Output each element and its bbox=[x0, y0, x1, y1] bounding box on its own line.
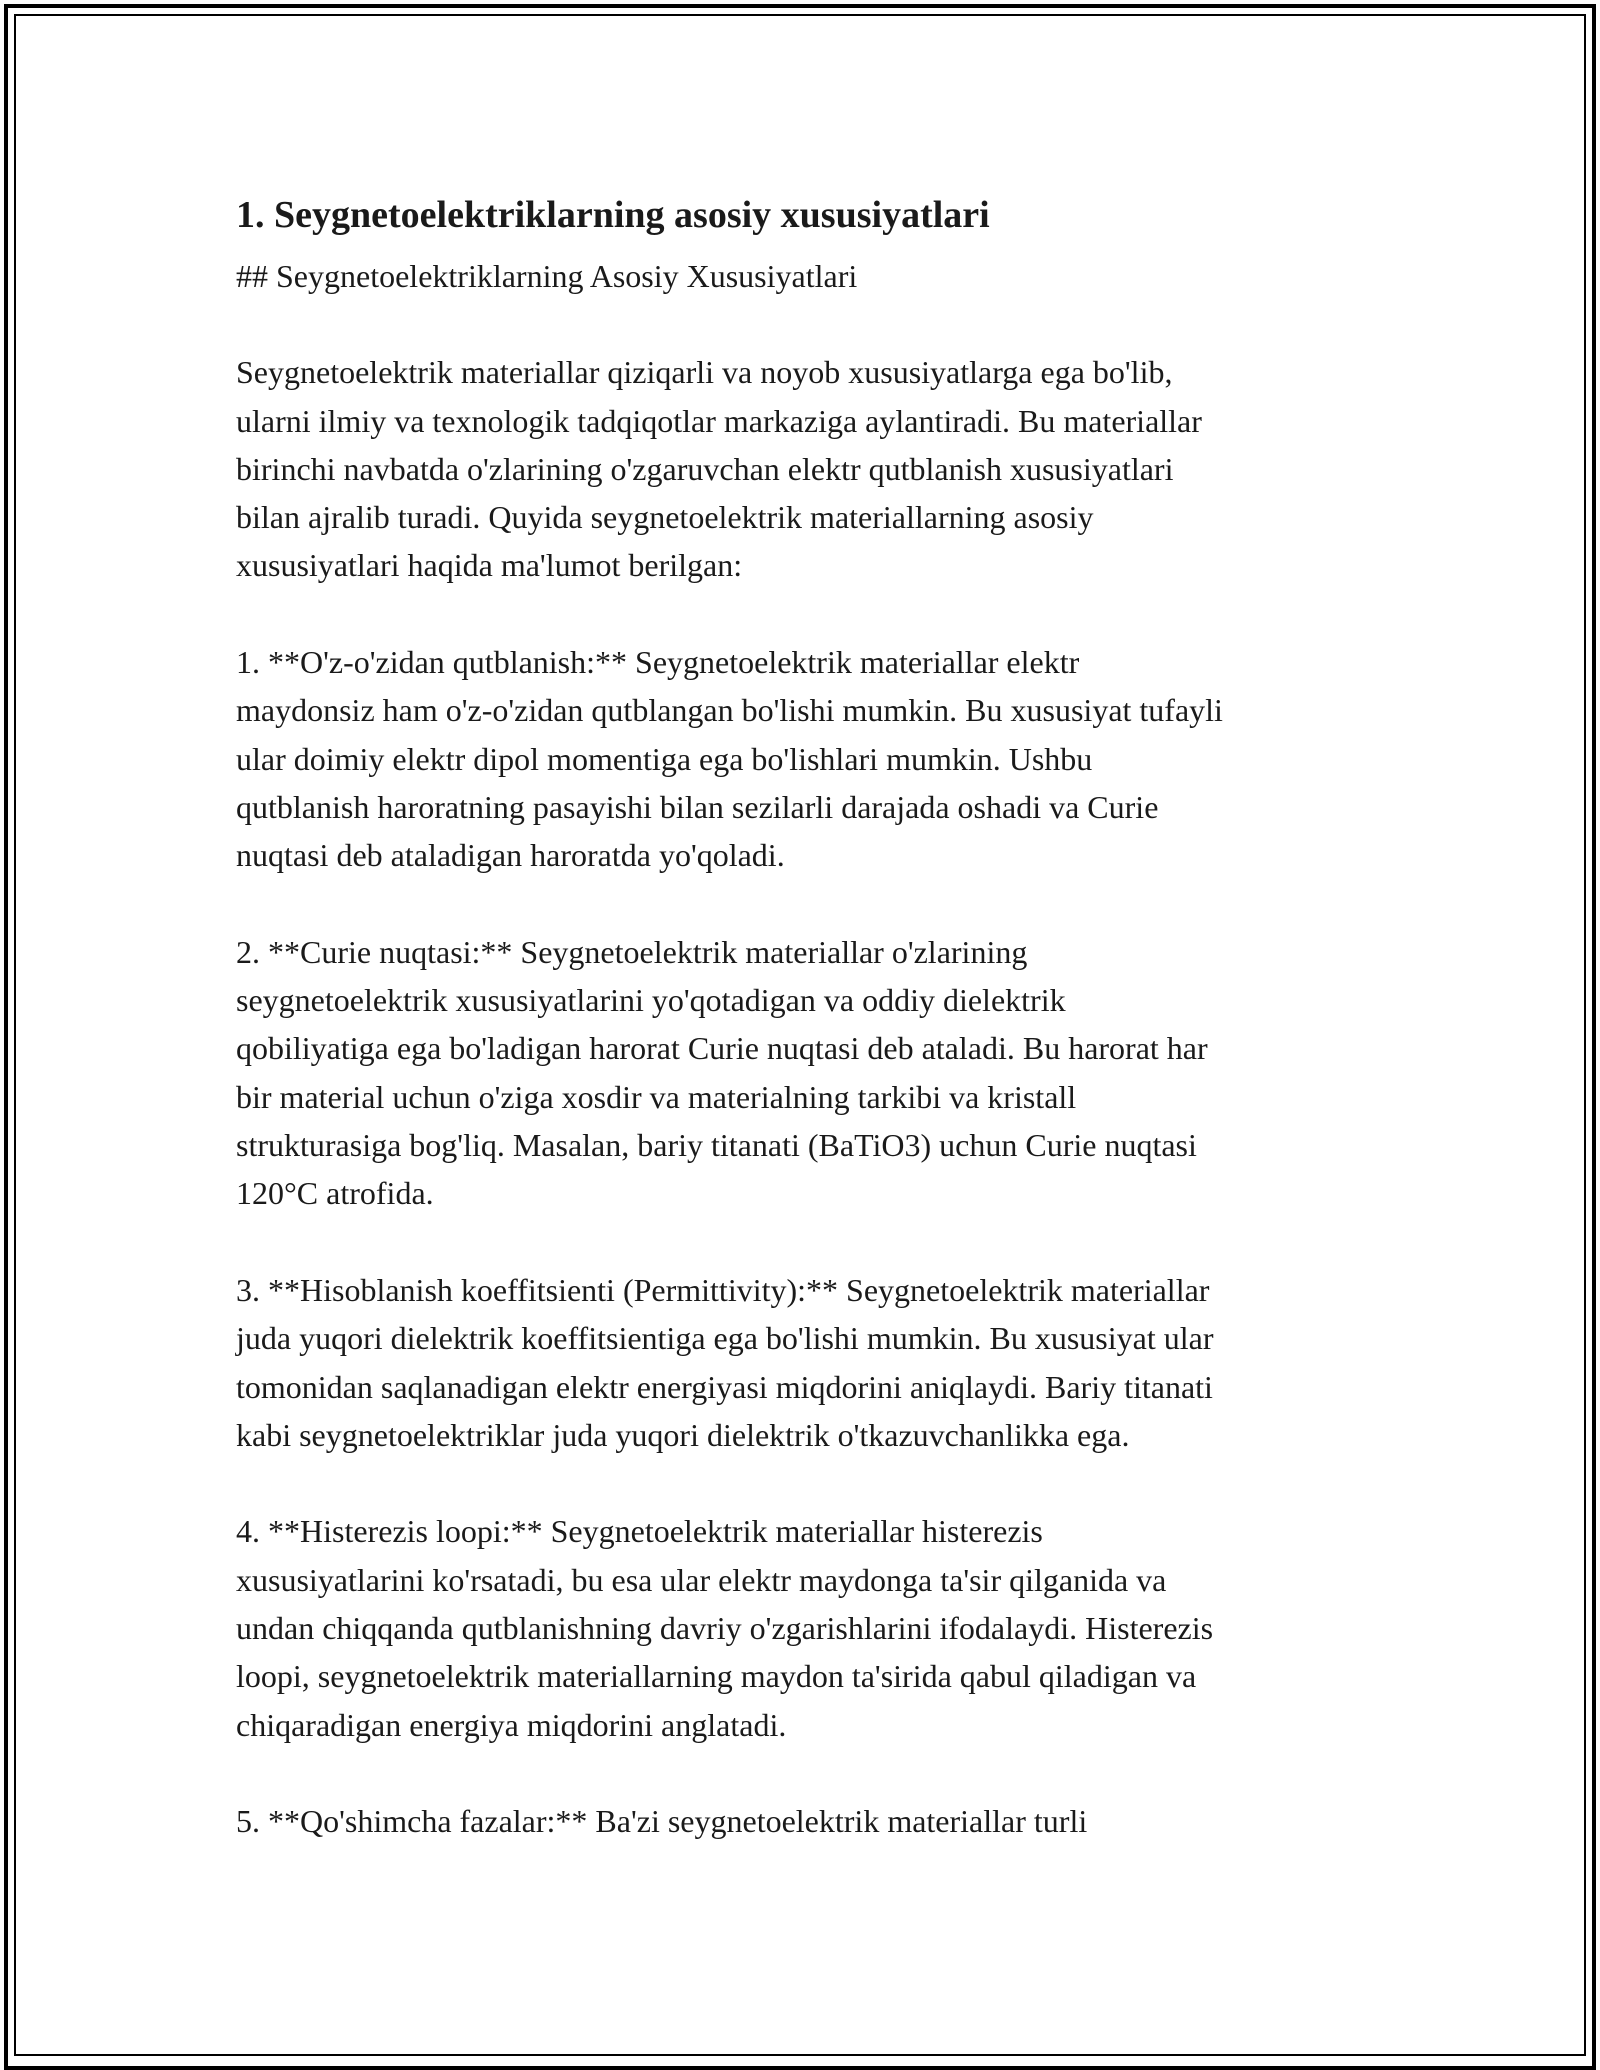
text-line: 1. **O'z-o'zidan qutblanish:** Seygnetoelektrik materiallar elektr bbox=[236, 644, 1080, 681]
intro-paragraph bbox=[236, 348, 1366, 589]
text-line: bilan ajralib turadi. Quyida seygnetoelektrik materiallarning asosiy bbox=[236, 499, 1094, 536]
list-item-permittivity bbox=[236, 1266, 1366, 1459]
text-line: birinchi navbatda o'zlarining o'zgaruvchan elektr qutblanish xususiyatlari bbox=[236, 450, 1174, 487]
paragraph-gap bbox=[236, 1218, 1366, 1266]
paragraph-gap bbox=[236, 300, 1366, 348]
text-line: undan chiqqanda qutblanishning davriy o'zgarishlarini ifodalaydi. Histerezis bbox=[236, 1610, 1214, 1647]
text-line: strukturasiga bog'liq. Masalan, bariy titanati (BaTiO3) uchun Curie nuqtasi bbox=[236, 1127, 1197, 1164]
text-line: kabi seygnetoelektriklar juda yuqori dielektrik o'tkazuvchanlikka ega. bbox=[236, 1416, 1130, 1453]
text-line: 3. **Hisoblanish koeffitsienti (Permittivity):** Seygnetoelektrik materiallar bbox=[236, 1271, 1210, 1308]
text-line: qobiliyatiga ega bo'ladigan harorat Curie nuqtasi deb ataladi. Bu harorat har bbox=[236, 1030, 1208, 1067]
paragraph-gap bbox=[236, 1459, 1366, 1507]
list-item-curie-point bbox=[236, 928, 1366, 1218]
text-line: chiqaradigan energiya miqdorini anglatadi. bbox=[236, 1706, 787, 1743]
text-line: ular doimiy elektr dipol momentiga ega bo'lishlari mumkin. Ushbu bbox=[236, 740, 1093, 777]
list-item-spontaneous-polarization bbox=[236, 638, 1366, 879]
text-line: 120°C atrofida. bbox=[236, 1175, 434, 1212]
text-line: loopi, seygnetoelektrik materiallarning maydon ta'sirida qabul qiladigan va bbox=[236, 1658, 1197, 1695]
text-line: maydonsiz ham o'z-o'zidan qutblangan bo'lishi mumkin. Bu xususiyat tufayli bbox=[236, 692, 1223, 729]
document-title: 1. Seygnetoelektriklarning asosiy xususiyatlari bbox=[236, 194, 990, 236]
text-line: Seygnetoelektrik materiallar qiziqarli va noyob xususiyatlarga ega bo'lib, bbox=[236, 354, 1173, 391]
text-line: nuqtasi deb ataladigan haroratda yo'qoladi. bbox=[236, 837, 785, 874]
document-page bbox=[236, 178, 1366, 1846]
text-line: 2. **Curie nuqtasi:** Seygnetoelektrik materiallar o'zlarining bbox=[236, 933, 1028, 970]
list-item-additional-phases bbox=[236, 1797, 1366, 1845]
text-line: xususiyatlari haqida ma'lumot berilgan: bbox=[236, 547, 743, 584]
paragraph-gap bbox=[236, 590, 1366, 638]
text-line: xususiyatlarini ko'rsatadi, bu esa ular elektr maydonga ta'sir qilganida va bbox=[236, 1561, 1167, 1598]
paragraph-gap bbox=[236, 880, 1366, 928]
text-line: 4. **Histerezis loopi:** Seygnetoelektrik materiallar histerezis bbox=[236, 1513, 1043, 1550]
text-line: juda yuqori dielektrik koeffitsientiga ega bo'lishi mumkin. Bu xususiyat ular bbox=[236, 1320, 1214, 1357]
text-line: qutblanish haroratning pasayishi bilan sezilarli darajada oshadi va Curie bbox=[236, 788, 1159, 825]
markdown-subheading: ## Seygnetoelektriklarning Asosiy Xususiyatlari bbox=[236, 258, 858, 294]
text-line: ularni ilmiy va texnologik tadqiqotlar markaziga aylantiradi. Bu materiallar bbox=[236, 402, 1202, 439]
text-line: bir material uchun o'ziga xosdir va materialning tarkibi va kristall bbox=[236, 1078, 1077, 1115]
text-line: 5. **Qo'shimcha fazalar:** Ba'zi seygnetoelektrik materiallar turli bbox=[236, 1803, 1088, 1840]
text-line: seygnetoelektrik xususiyatlarini yo'qotadigan va oddiy dielektrik bbox=[236, 982, 1066, 1019]
text-line: tomonidan saqlanadigan elektr energiyasi miqdorini aniqlaydi. Bariy titanati bbox=[236, 1368, 1213, 1405]
list-item-hysteresis-loop bbox=[236, 1507, 1366, 1748]
paragraph-gap bbox=[236, 1749, 1366, 1797]
